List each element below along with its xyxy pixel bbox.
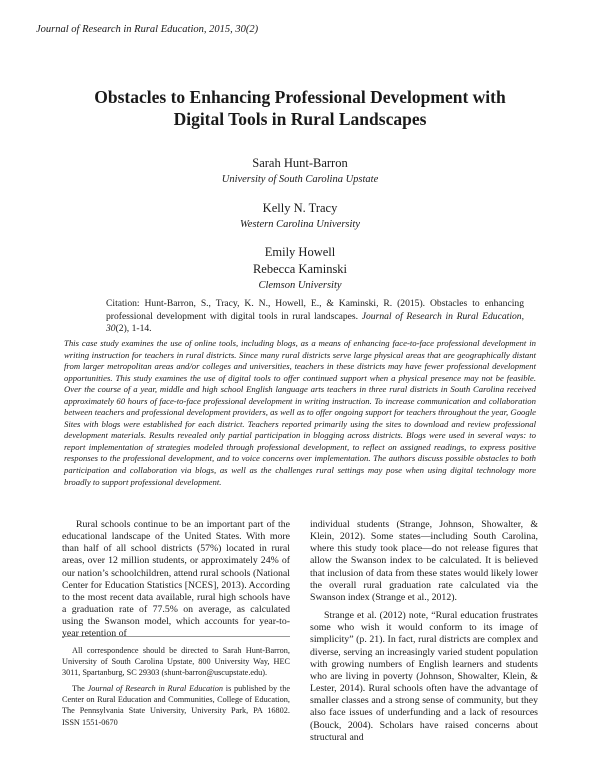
author-name: Sarah Hunt-Barron: [252, 156, 348, 170]
publisher-journal: Journal of Research in Rural Education: [87, 684, 224, 694]
citation-journal: Journal of Research in Rural Education, 30: [106, 310, 524, 334]
citation: [106, 298, 524, 336]
article-title: [40, 86, 560, 130]
correspondence-note: All correspondence should be directed to Sarah Hunt-Barron, University of South Carolina Upstate, 800 University Way, HEC 3011, Spartanburg, SC 29303 (shunt-barron@uscupstate.edu).: [62, 646, 290, 678]
author-affiliation: University of South Carolina Upstate: [221, 174, 379, 185]
author-name: Rebecca Kaminski: [252, 262, 348, 276]
footnote: [62, 645, 290, 728]
publisher-note-pre: The: [72, 684, 88, 694]
citation-issue: (2), 1-14.: [115, 323, 152, 334]
author-name: Kelly N. Tracy: [262, 201, 338, 215]
citation-text: Citation: Hunt-Barron, S., Tracy, K. N., Howell, E., & Kaminski, R. (2015). Obstacles to enhancing professional development with digital tools in rural landscapes.: [106, 298, 524, 322]
author-affiliation: Western Carolina University: [240, 219, 360, 230]
footnote-divider: [62, 636, 290, 637]
publisher-note: [62, 683, 290, 727]
body-paragraph: Strange et al. (2012) note, “Rural education frustrates some who wish it would conform to its image of simplicity” (p. 21). In fact, rural districts are complex and diverse, serving an increasingly varied student population with growing numbers of English learners and students who are living in poverty (Johnson, Showalter, Klein, & Lester, 2014). Rural schools often have the advantage of smaller classes and a strong sense of community, but they also face issues of underfunding and a lack of resources (Bouck, 2004). Scholars have raised concerns about structural and: [310, 610, 538, 743]
body-column-right: [310, 519, 538, 744]
author-name: Emily Howell: [264, 245, 336, 259]
publisher-note-post: is published by the Center on Rural Education and Communities, College of Education, The Pennsylvania State University, University Park, PA 16802. ISSN 1551-0670: [62, 684, 290, 727]
body-paragraph: individual students (Strange, Johnson, Showalter, & Klein, 2012). Some states—including South Carolina, where this study took place—do not release figures that allow the Swanson index to be calculated. It is believed that inclusion of data from these states would likely lower the overall rural graduation rate calculated via the Swanson index (Strange et al., 2012).: [310, 519, 538, 603]
title-line-2: Digital Tools in Rural Landscapes: [173, 109, 427, 129]
body-paragraph: Rural schools continue to be an important part of the educational landscape of the United States. With more than half of all school districts (57%) located in rural areas, over 12 million students, or approximately 24% of our nation’s schoolchildren, attend rural schools (National Center for Education Statistics [NCES], 2013). According to the most recent data available, rural high schools have a graduation rate of 77.5% on average, as calculated using the Swanson model, which accounts for year-to-year retention of: [62, 519, 290, 640]
title-line-1: Obstacles to Enhancing Professional Development with: [94, 87, 506, 107]
abstract: This case study examines the use of online tools, including blogs, as a means of enhancing face-to-face professional development in writing instruction for teachers in rural districts. Since many rural districts serve large physical areas that are geographically distant from larger metropolitan areas and/or colleges and universities, teachers in these districts may have fewer professional development opportunities. This study examines the use of digital tools to offer continued support when a physical presence may not be feasible. Over the course of a year, middle and high school English language arts teachers in three rural districts in South Carolina received approximately 60 hours of face-to-face professional development in writing instruction. To increase communication and collaboration between teachers and professional development providers, as well as to offer ongoing support for teachers throughout the year, Google Sites with blogs were established for each district. Teachers reported primarily using the sites to download and review professional development materials. Results revealed only partial participation in blogging across districts. Blogs were used in several ways: to report implementation of strategies modeled through professional development, to reflect on assigned readings, to express positive responses to the professional development, and to voice concerns over implementation. The authors discuss possible obstacles to both participation and collaboration via blogs, as well as the challenges rural settings may pose when using digital technology more broadly to support professional development.: [64, 338, 536, 487]
body-column-left: [62, 519, 290, 641]
author-affiliation: Clemson University: [258, 280, 342, 291]
running-head: Journal of Research in Rural Education, 2015, 30(2): [36, 24, 259, 35]
